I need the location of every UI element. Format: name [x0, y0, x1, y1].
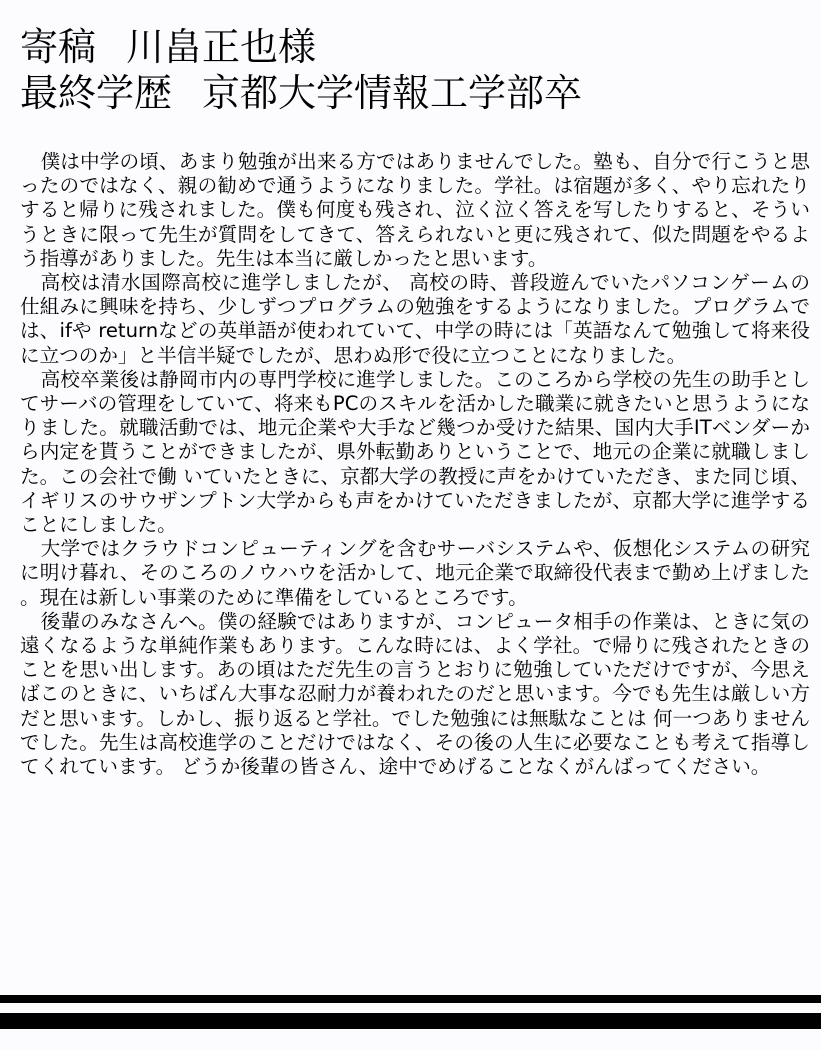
footer-rule-thick [0, 1013, 821, 1029]
paragraph: 高校は清水国際高校に進学しましたが、 高校の時、普段遊んでいたパソコンゲームの仕組みに興味を持ち、少しずつプログラムの勉強をするようになりました。プログラムでは、ifや returnなどの英単語が使われていて、中学の時には「英語なんて勉強して将来役に立つのか」と半信半疑でしたが、思わぬ形で役に立つことになりました。 [20, 271, 810, 367]
education-value: 京都大学情報工学部卒 [202, 71, 583, 115]
education-line [20, 70, 810, 116]
contributor-name: 川畠正也様 [126, 25, 317, 69]
paragraph: 高校卒業後は静岡市内の専門学校に進学しました。このころから学校の先生の助手としてサーバの管理をしていて、将来もPCのスキルを活かした職業に就きたいと思うようになりました。就職活動では、地元企業や大手など幾つか受けた結果、国内大手ITベンダーから内定を貰うことができましたが、県外転勤ありということで、地元の企業に就職しました。この会社で働 いていたときに、京都大学の教授に声をかけていただき、また同じ頃、イギリスのサウザンプトン大学からも声をかけていただきましたが、京都大学に進学することにしました。 [20, 367, 810, 537]
article-body [20, 150, 810, 779]
article-header [20, 24, 810, 116]
paragraph: 後輩のみなさんへ。僕の経験ではありますが、コンピュータ相手の作業は、ときに気の遠くなるような単純作業もあります。こんな時には、よく学社。で帰りに残されたときのことを思い出します。あの頃はただ先生の言うとおりに勉強していただけですが、今思えばこのときに、いちばん大事な忍耐力が養われたのだと思います。今でも先生は厳しい方だと思います。しかし、振り返ると学社。でした勉強には無駄なことは 何一つありませんでした。先生は高校進学のことだけではなく、その後の人生に必要なことも考えて指導してくれています。 どうか後輩の皆さん、途中でめげることなくがんばってください。 [20, 609, 810, 779]
contributor-line [20, 24, 810, 70]
paragraph: 大学ではクラウドコンピューティングを含むサーバシステムや、仮想化システムの研究に明け暮れ、そのころのノウハウを活かして、地元企業で取締役代表まで勤め上げました。現在は新しい事業のために準備をしているところです。 [20, 537, 810, 609]
contribution-label: 寄稿 [20, 25, 97, 69]
footer-rule-thin [0, 995, 821, 1003]
paragraph: 僕は中学の頃、あまり勉強が出来る方ではありませんでした。塾も、自分で行こうと思ったのではなく、親の勧めで通うようになりました。学社。は宿題が多く、やり忘れたりすると帰りに残されました。僕も何度も残され、泣く泣く答えを写したりすると、そういうときに限って先生が質問をしてきて、答えられないと更に残されて、似た問題をやるよう指導がありました。先生は本当に厳しかったと思います。 [20, 150, 810, 270]
education-label: 最終学歴 [20, 71, 173, 115]
